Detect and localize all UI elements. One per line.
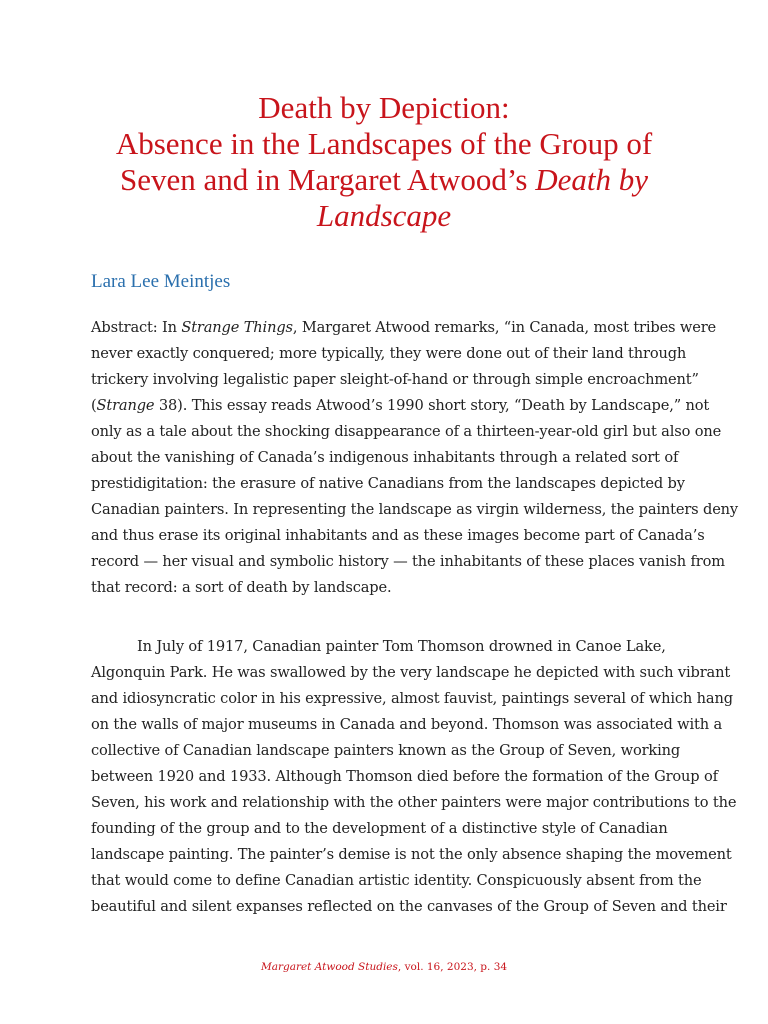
abstract-text: Abstract: In [91,319,182,336]
abstract-line: trickery involving legalistic paper sleight-of-hand or through simple encroachment” [91,371,699,388]
article-title [60,90,708,234]
body-line: Seven, his work and relationship with the other painters were major contributions to the [91,794,737,811]
body-line: founding of the group and to the development of a distinctive style of Canadian [91,820,668,837]
body-line: that would come to define Canadian artistic identity. Conspicuously absent from the [91,872,702,889]
abstract-line: Canadian painters. In representing the landscape as virgin wilderness, the painters deny [91,501,739,518]
abstract-line: only as a tale about the shocking disappearance of a thirteen-year-old girl but also one [91,423,722,440]
abstract-line [91,315,717,341]
abstract-line: prestidigitation: the erasure of native Canadians from the landscapes depicted by [91,475,685,492]
footer-volume-details: , vol. 16, 2023, p. 34 [397,961,508,973]
body-line: Algonquin Park. He was swallowed by the very landscape he depicted with such vibrant [91,664,731,681]
body-line: In July of 1917, Canadian painter Tom Thomson drowned in Canoe Lake, [137,638,666,655]
title-line-2: Absence in the Landscapes of the Group of [115,126,653,161]
body-paragraph [91,634,737,920]
abstract-line: and thus erase its original inhabitants and as these images become part of Canada’s [91,527,705,544]
footer-journal-name: Margaret Atwood Studies [260,961,398,973]
title-line-3-italic: Death by [535,162,649,197]
title-line-4-italic: Landscape [316,198,452,233]
body-line: beautiful and silent expanses reflected on the canvases of the Group of Seven and their [91,898,727,915]
body-line: landscape painting. The painter’s demise is not the only absence shaping the movement [91,846,732,863]
abstract-text: 38). This essay reads Atwood’s 1990 short story, “Death by Landscape,” not [154,397,710,414]
abstract-line: record — her visual and symbolic history — the inhabitants of these places vanish from [91,553,725,570]
abstract-line: that record: a sort of death by landscape. [91,579,392,596]
body-line: collective of Canadian landscape painters known as the Group of Seven, working [91,742,681,759]
abstract-line: about the vanishing of Canada’s indigenous inhabitants through a related sort of [91,449,679,466]
abstract-italic-title: Strange Things [181,319,293,336]
abstract-text: , Margaret Atwood remarks, “in Canada, most tribes were [292,319,717,336]
author-name: Lara Lee Meintjes [91,271,231,292]
title-line-3 [60,162,708,198]
abstract-line [91,393,711,419]
abstract-text: ( [91,397,97,414]
title-line-3-text: Seven and in Margaret Atwood’s [119,162,536,197]
title-line-4 [60,198,708,234]
body-line: on the walls of major museums in Canada and beyond. Thomson was associated with a [91,716,722,733]
body-line: and idiosyncratic color in his expressive, almost fauvist, paintings several of which hang [91,690,733,707]
body-line: between 1920 and 1933. Although Thomson died before the formation of the Group of [91,768,718,785]
abstract-line: never exactly conquered; more typically, they were done out of their land through [91,345,687,362]
abstract-italic-citation: Strange [96,397,155,414]
abstract-paragraph [91,315,739,601]
page-footer [0,961,768,973]
title-line-1: Death by Depiction: [258,90,510,125]
